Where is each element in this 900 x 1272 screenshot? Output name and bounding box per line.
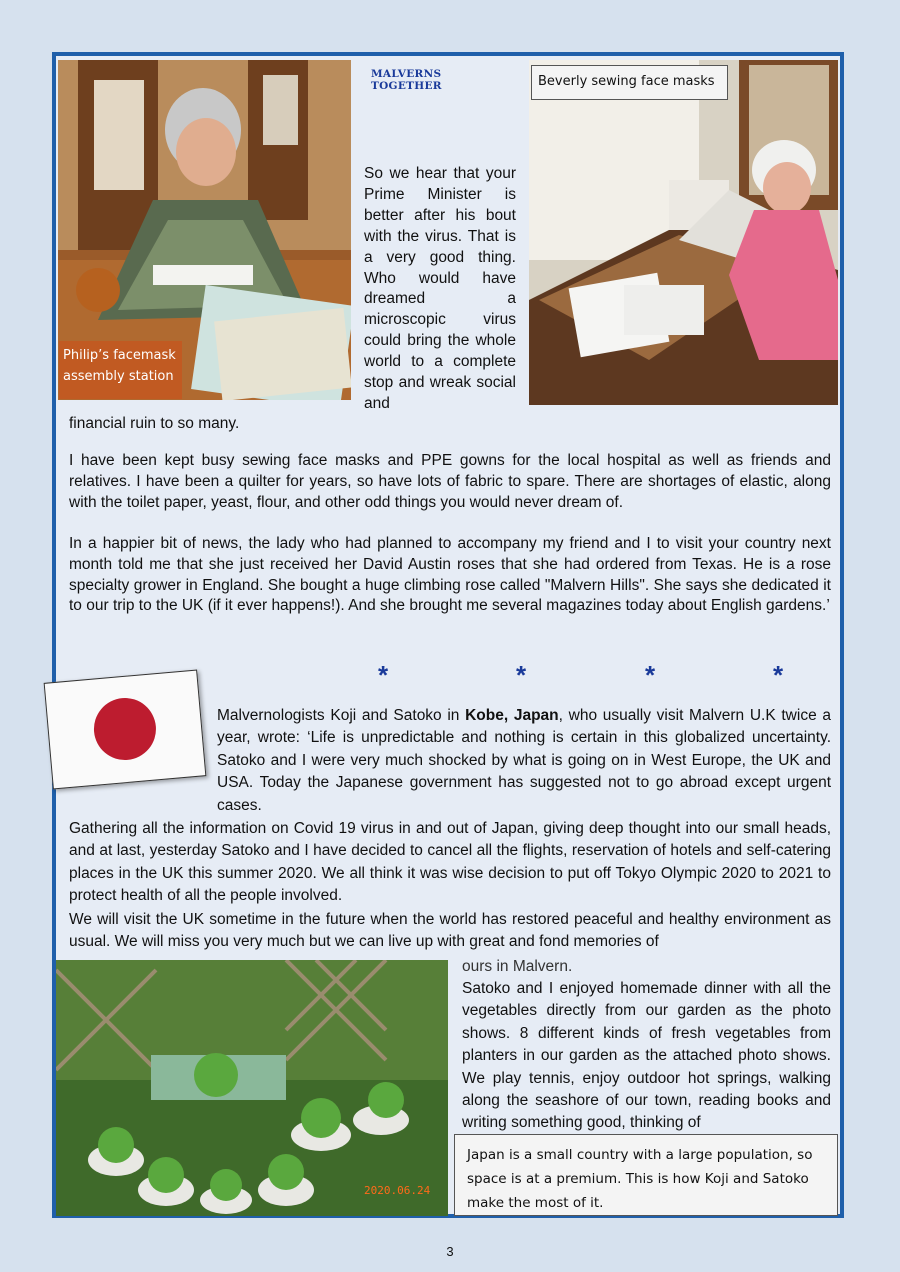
japan-dinner: Satoko and I enjoyed homemade dinner with all the vegetables directly from our garden as the photo shows. 8 different kinds of fresh vegetables from planters in our garden as the attached photo shows. We play tennis, enjoy outdoor hot springs, walking along the seashore of our town, reading books and writing something good, thinking of xyxy=(462,980,831,1132)
japan-intro-pre: Malvernologists Koji and Satoko in xyxy=(217,707,466,724)
japan-visit-end: ours in Malvern. xyxy=(462,958,573,975)
philip-caption xyxy=(59,341,182,399)
japan-intro xyxy=(217,705,831,817)
japan-intro-post: , who usually visit Malvern U.K twice a year, wrote: ‘Life is unpredictable and nothing is certain in this globalized uncertainty. Satoko and I were very much shocked by what is going on in West Europe, the UK and USA. Today the Japanese government has suggested not to go abroad except urgent cases. xyxy=(217,707,831,814)
letter-paragraph-2: I have been kept busy sewing face masks and PPE gowns for the local hospital as well as friends and relatives. I have been a quilter for years, so have lots of fabric to spare. There are shortages of elastic, along with the toilet paper, yeast, flour, and other odd things you would never dream of. xyxy=(69,452,831,511)
vegetable-planters-photo-icon xyxy=(56,960,448,1216)
beverly-caption-text: Beverly sewing face masks xyxy=(538,74,715,89)
separator-star: * xyxy=(516,660,527,690)
garden-caption xyxy=(454,1134,838,1216)
philip-caption-text: Philip’s facemask assembly station xyxy=(63,348,176,384)
woman-sewing-photo-icon xyxy=(529,60,838,405)
letter-paragraph-3: In a happier bit of news, the lady who had planned to accompany my friend and I to visit your country next month told me that she just received her David Austin roses that she had ordered from Texas. He is a rose specialty grower in England. She bought a huge climbing rose called "Malvern Hills". She says she dedicated it to our trip to the UK (if it ever happens!). And she brought me several magazines today about English gardens.’ xyxy=(69,535,831,615)
letter-continuation: financial ruin to so many. xyxy=(69,415,240,432)
beverly-caption xyxy=(531,65,728,100)
separator-star: * xyxy=(645,660,656,690)
japan-flag xyxy=(44,669,207,789)
photo-date-stamp: 2020.06.24 xyxy=(364,1184,431,1197)
letter-narrow-column: So we hear that your Prime Minister is better after his bout with the virus. That is a very good thing. Who would have dreamed a microscopic virus could bring the whole world to a complete stop and wreak social and xyxy=(364,165,516,412)
japan-location: Kobe, Japan xyxy=(465,707,559,724)
page-number: 3 xyxy=(446,1244,454,1259)
japan-decision: Gathering all the information on Covid 19 virus in and out of Japan, giving deep thought into our small heads, and at last, yesterday Satoko and I have decided to cancel all the flights, reservation of hotels and self-catering places in the UK this summer 2020. We all think it was wise decision to put off Tokyo Olympic 2020 to 2021 to protect health of all the people involved. xyxy=(69,820,831,905)
separator-star: * xyxy=(773,660,784,690)
garden-caption-text: Japan is a small country with a large population, so space is at a premium. This is how Koji and Satoko make the most of it. xyxy=(467,1147,813,1211)
beverly-photo xyxy=(529,60,838,405)
japan-visit: We will visit the UK sometime in the future when the world has restored peaceful and healthy environment as usual. We will miss you very much but we can live up with great and fond memories of xyxy=(69,911,831,951)
garden-photo xyxy=(56,960,448,1216)
japan-flag-icon xyxy=(45,671,206,789)
section-heading: MALVERNS TOGETHER xyxy=(371,68,442,92)
separator-star: * xyxy=(378,660,389,690)
